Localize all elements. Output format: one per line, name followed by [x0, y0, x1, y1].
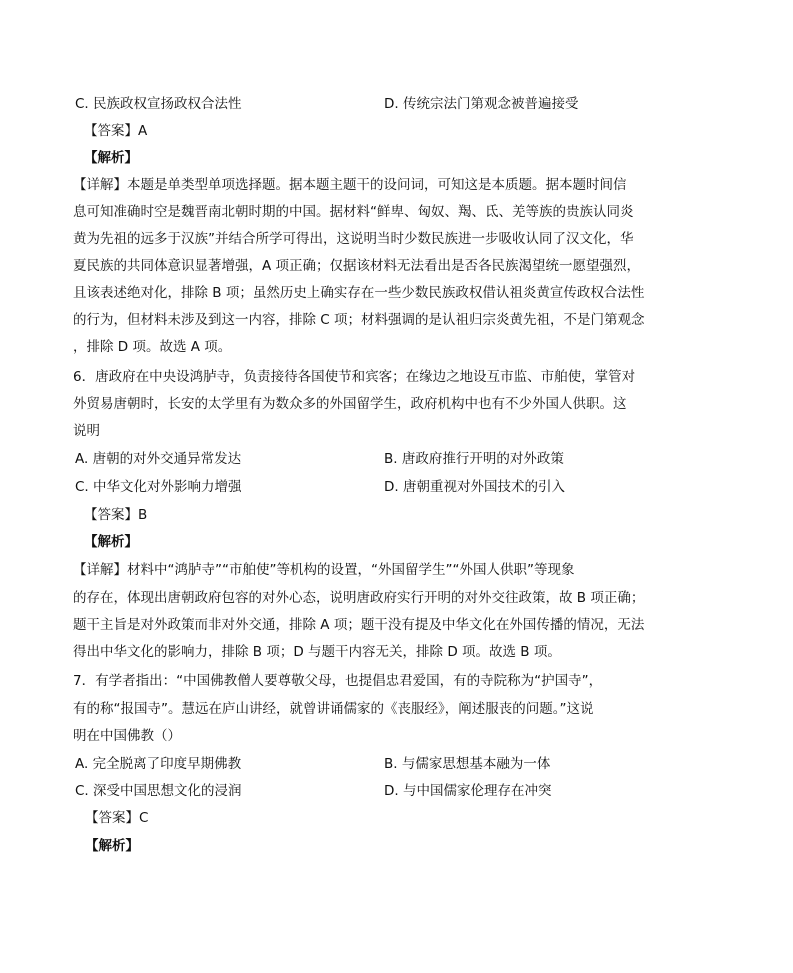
q7-analysis-heading: 【解析】	[85, 838, 139, 854]
q6-stem-line: 说明	[73, 423, 100, 439]
q5-detail-line: 【详解】本题是单类型单项选择题。据本题主题干的设问词，可知这是本质题。据本题时间信	[73, 177, 627, 193]
q6-option-c: C. 中华文化对外影响力增强	[75, 479, 242, 495]
q7-option-d: D. 与中国儒家伦理存在冲突	[384, 783, 552, 799]
q5-answer: 【答案】A	[84, 123, 148, 139]
q5-detail-line: 黄为先祖的远多于汉族”并结合所学可得出，这说明当时少数民族进一步吸收认同了汉文化，华	[73, 231, 634, 247]
q6-option-b: B. 唐政府推行开明的对外政策	[384, 451, 564, 467]
q7-option-c: C. 深受中国思想文化的浸润	[75, 783, 242, 799]
q7-stem-line: 有的称“报国寺”。慧远在庐山讲经，就曾讲诵儒家的《丧服经》，阐述服丧的问题。”这说	[73, 701, 594, 717]
q6-detail-line: 得出中华文化的影响力，排除 B 项；D 与题干内容无关，排除 D 项。故选 B 项。	[73, 644, 561, 660]
q5-detail-line: ，排除 D 项。故选 A 项。	[73, 339, 232, 355]
q7-stem-line: 7．有学者指出：“中国佛教僧人要尊敬父母，也提倡忠君爱国，有的寺院称为“护国寺”，	[73, 673, 603, 689]
q5-detail-line: 息可知准确时空是魏晋南北朝时期的中国。据材料“鲜卑、匈奴、羯、氐、羌等族的贵族认同炎	[73, 204, 634, 220]
q7-option-b: B. 与儒家思想基本融为一体	[384, 756, 551, 772]
q5-option-d: D. 传统宗法门第观念被普遍接受	[384, 96, 579, 112]
q7-answer: 【答案】C	[85, 810, 149, 826]
q5-analysis-heading: 【解析】	[84, 150, 138, 166]
q6-stem-line: 外贸易唐朝时，长安的太学里有为数众多的外国留学生，政府机构中也有不少外国人供职。这	[73, 396, 627, 412]
q7-stem-line: 明在中国佛教（）	[73, 728, 181, 744]
q5-detail-line: 的行为，但材料未涉及到这一内容，排除 C 项；材料强调的是认祖归宗炎黄先祖，不是门第观念	[73, 312, 645, 328]
q6-detail-line: 题干主旨是对外政策而非对外交通，排除 A 项；题干没有提及中华文化在外国传播的情况，无法	[73, 617, 645, 633]
q6-answer: 【答案】B	[84, 507, 148, 523]
q7-option-a: A. 完全脱离了印度早期佛教	[75, 756, 242, 772]
q5-option-c: C. 民族政权宣扬政权合法性	[75, 96, 242, 112]
q6-analysis-heading: 【解析】	[84, 534, 138, 550]
q5-detail-line: 且该表述绝对化，排除 B 项；虽然历史上确实存在一些少数民族政权借认祖炎黄宣传政权合法性	[73, 285, 645, 301]
q6-detail-line: 【详解】材料中“鸿胪寺”“市舶使”等机构的设置，“外国留学生”“外国人供职”等现象	[73, 562, 575, 578]
q6-stem-line: 6．唐政府在中央设鸿胪寺，负责接待各国使节和宾客；在缘边之地设互市监、市舶使，掌管对	[73, 369, 636, 385]
q6-option-d: D. 唐朝重视对外国技术的引入	[384, 479, 565, 495]
q5-detail-line: 夏民族的共同体意识显著增强，A 项正确；仅据该材料无法看出是否各民族渴望统一愿望强烈，	[73, 258, 641, 274]
q6-option-a: A. 唐朝的对外交通异常发达	[75, 451, 242, 467]
q6-detail-line: 的存在，体现出唐朝政府包容的对外心态，说明唐政府实行开明的对外交往政策，故 B 项正确；	[73, 590, 645, 606]
